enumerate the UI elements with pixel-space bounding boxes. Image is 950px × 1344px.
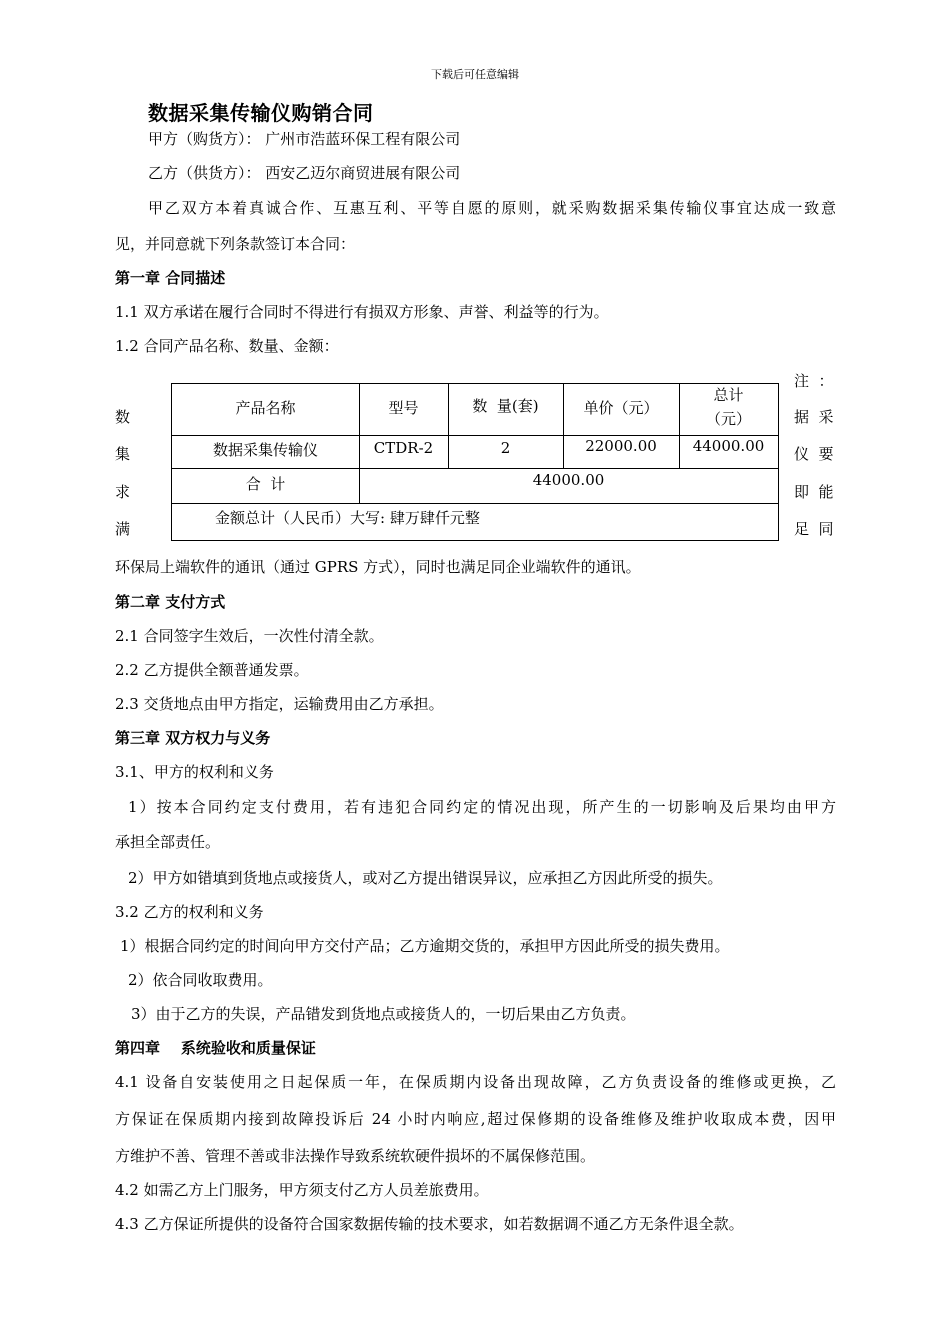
clause-3-1-2: 2）甲方如错填到货地点或接货人，或对乙方提出错误异议，应承担乙方因此所受的损失。 (128, 869, 723, 887)
clause-2-1: 2.1 合同签字生效后，一次性付清全款。 (115, 627, 384, 645)
td-product-name: 数据采集传输仪 (212, 441, 318, 459)
side-note-left-4: 满 (115, 520, 131, 538)
th-total-unit: （元） (705, 410, 751, 428)
th-unit-price: 单价（元） (583, 399, 659, 417)
chapter-4-heading: 第四章 系统验收和质量保证 (115, 1039, 316, 1057)
clause-4-1-line-3: 方维护不善、管理不善或非法操作导致系统软硬件损坏的不属保修范围。 (115, 1147, 596, 1165)
td-quantity: 2 (500, 439, 511, 457)
clause-1-1: 1.1 双方承诺在履行合同时不得进行有损双方形象、声誉、利益等的行为。 (115, 303, 609, 321)
clause-4-3: 4.3 乙方保证所提供的设备符合国家数据传输的技术要求，如若数据调不通乙方无条件退全款。 (115, 1215, 744, 1233)
party-a: 甲方（购货方）： 广州市浩蓝环保工程有限公司 (148, 130, 461, 148)
document-title: 数据采集传输仪购销合同 (148, 101, 374, 125)
clause-1-2: 1.2 合同产品名称、数量、金额： (115, 337, 339, 355)
header-note: 下载后可任意编辑 (431, 68, 519, 81)
total-label: 合 计 (245, 475, 286, 493)
side-note-right-3: 仪 要 (794, 445, 834, 463)
clause-3-2-2: 2）依合同收取费用。 (128, 971, 273, 989)
clause-4-2: 4.2 如需乙方上门服务，甲方须支付乙方人员差旅费用。 (115, 1181, 489, 1199)
clause-3-2-3: 3）由于乙方的失误，产品错发到货地点或接货人的，一切后果由乙方负责。 (131, 1005, 636, 1023)
side-note-right-4: 即 能 (794, 483, 834, 501)
side-note-continuation: 环保局上端软件的通讯（通过 GPRS 方式），同时也满足同企业端软件的通讯。 (115, 558, 641, 576)
section-3-2: 3.2 乙方的权利和义务 (115, 903, 264, 921)
total-value: 44000.00 (532, 471, 605, 489)
section-3-1: 3.1、甲方的权利和义务 (115, 763, 274, 781)
clause-3-1-1-line-2: 承担全部责任。 (115, 833, 221, 851)
intro-line-1: 甲乙双方本着真诚合作、互惠互利、平等自愿的原则，就采购数据采集传输仪事宜达成一致意 (148, 199, 836, 217)
th-total: 总计 (713, 386, 744, 404)
clause-2-2: 2.2 乙方提供全额普通发票。 (115, 661, 309, 679)
product-table (171, 383, 779, 541)
clause-3-1-1-line-1: 1）按本合同约定支付费用，若有违犯合同约定的情况出现，所产生的一切影响及后果均由甲方 (128, 798, 836, 816)
side-note-right-2: 据 采 (794, 408, 834, 426)
th-quantity: 数 量(套) (472, 397, 539, 415)
side-note-right-1: 注 ： (794, 372, 834, 390)
chapter-2-heading: 第二章 支付方式 (115, 593, 226, 611)
clause-2-3: 2.3 交货地点由甲方指定，运输费用由乙方承担。 (115, 695, 444, 713)
side-note-right-5: 足 同 (794, 520, 834, 538)
side-note-left-3: 求 (115, 483, 131, 501)
intro-line-2: 见，并同意就下列条款签订本合同： (115, 235, 356, 253)
th-product-name: 产品名称 (235, 399, 296, 417)
td-total: 44000.00 (692, 437, 765, 455)
clause-3-2-1: 1）根据合同约定的时间向甲方交付产品；乙方逾期交货的，承担甲方因此所受的损失费用。 (120, 937, 730, 955)
clause-4-1-line-2: 方保证在保质期内接到故障投诉后 24 小时内响应,超过保修期的设备维修及维护收取成本费，因甲 (115, 1110, 836, 1128)
chapter-3-heading: 第三章 双方权力与义务 (115, 729, 271, 747)
chapter-1-heading: 第一章 合同描述 (115, 269, 226, 287)
td-unit-price: 22000.00 (585, 437, 657, 455)
party-b: 乙方（供货方）： 西安乙迈尔商贸进展有限公司 (148, 164, 461, 182)
side-note-left-2: 集 (115, 445, 131, 463)
th-model: 型号 (388, 399, 419, 417)
side-note-left-1: 数 (115, 408, 131, 426)
amount-in-words: 金额总计（人民币）大写: 肆万肆仟元整 (215, 509, 480, 527)
clause-4-1-line-1: 4.1 设备自安装使用之日起保质一年，在保质期内设备出现故障，乙方负责设备的维修或更换，乙 (115, 1073, 836, 1091)
td-model: CTDR-2 (373, 439, 434, 457)
